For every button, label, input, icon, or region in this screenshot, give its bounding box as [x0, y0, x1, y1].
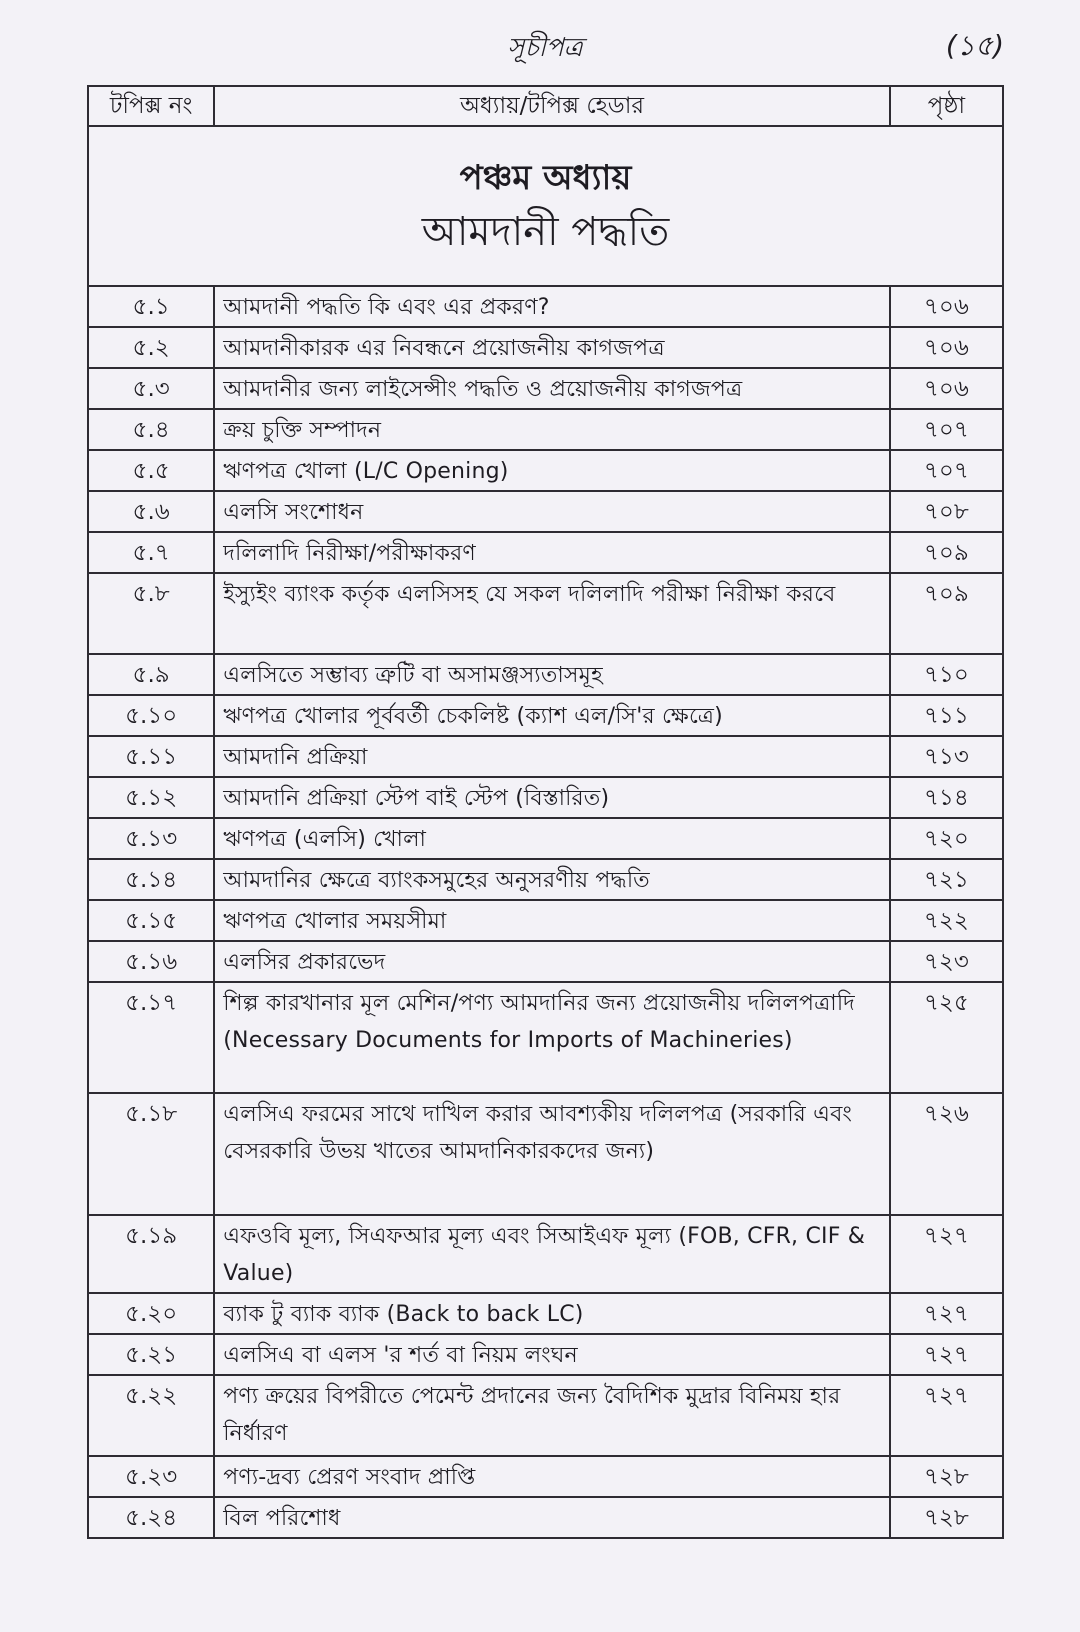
table-row	[88, 695, 1003, 736]
page-number-cell: ৭২০	[890, 818, 1003, 859]
chapter-label: পঞ্চম অধ্যায়	[459, 158, 632, 198]
page-number: (১৫)	[945, 29, 1004, 62]
toc-table	[87, 85, 1004, 1539]
topic-number: ৫.১	[88, 286, 214, 327]
table-row	[88, 368, 1003, 409]
topic-number: ৫.১৩	[88, 818, 214, 859]
topic-number: ৫.১৪	[88, 859, 214, 900]
topic-number: ৫.২১	[88, 1334, 214, 1375]
topic-title: দলিলাদি নিরীক্ষা/পরীক্ষাকরণ	[214, 532, 889, 573]
page-number-cell: ৭০৬	[890, 286, 1003, 327]
topic-title: ঋণপত্র (এলসি) খোলা	[214, 818, 889, 859]
page-number-cell: ৭২৮	[890, 1497, 1003, 1538]
table-row	[88, 900, 1003, 941]
table-row	[88, 1334, 1003, 1375]
topic-title: শিল্প কারখানার মূল মেশিন/পণ্য আমদানির জন্য প্রয়োজনীয় দলিলপত্রাদি (Necessary Documents for Imports of Machineries)	[214, 982, 889, 1093]
topic-title: আমদানি প্রক্রিয়া স্টেপ বাই স্টেপ (বিস্তারিত)	[214, 777, 889, 818]
topic-title: ইস্যুইং ব্যাংক কর্তৃক এলসিসহ যে সকল দলিলাদি পরীক্ষা নিরীক্ষা করবে	[214, 573, 889, 654]
table-row	[88, 286, 1003, 327]
column-header-topic-header: অধ্যায়/টপিক্স হেডার	[214, 86, 889, 126]
topic-number: ৫.৭	[88, 532, 214, 573]
topic-number: ৫.৬	[88, 491, 214, 532]
topic-title: আমদানীকারক এর নিবন্ধনে প্রয়োজনীয় কাগজপত্র	[214, 327, 889, 368]
table-row	[88, 1293, 1003, 1334]
page-number-cell: ৭১০	[890, 654, 1003, 695]
topic-number: ৫.৮	[88, 573, 214, 654]
chapter-title: আমদানী পদ্ধতি	[421, 209, 670, 255]
table-row	[88, 654, 1003, 695]
topic-title: ব্যাক টু ব্যাক ব্যাক (Back to back LC)	[214, 1293, 889, 1334]
topic-number: ৫.১৭	[88, 982, 214, 1093]
page-number-cell: ৭১৩	[890, 736, 1003, 777]
table-row	[88, 573, 1003, 654]
table-row	[88, 941, 1003, 982]
page-number-cell: ৭২৬	[890, 1093, 1003, 1215]
table-row	[88, 736, 1003, 777]
table-row	[88, 327, 1003, 368]
page-number-cell: ৭০৭	[890, 409, 1003, 450]
page-number-cell: ৭২৭	[890, 1293, 1003, 1334]
topic-number: ৫.২	[88, 327, 214, 368]
page-number-cell: ৭২৭	[890, 1215, 1003, 1293]
table-row	[88, 1456, 1003, 1497]
page-title: সূচীপত্র	[507, 33, 583, 63]
topic-number: ৫.১৯	[88, 1215, 214, 1293]
topic-title: এলসিএ ফরমের সাথে দাখিল করার আবশ্যকীয় দলিলপত্র (সরকারি এবং বেসরকারি উভয় খাতের আমদানিকারকদের জন্য)	[214, 1093, 889, 1215]
topic-title: বিল পরিশোধ	[214, 1497, 889, 1538]
topic-title: এলসিএ বা এলস 'র শর্ত বা নিয়ম লংঘন	[214, 1334, 889, 1375]
topic-title: এলসি সংশোধন	[214, 491, 889, 532]
table-row	[88, 491, 1003, 532]
topic-number: ৫.১১	[88, 736, 214, 777]
page-number-cell: ৭২৮	[890, 1456, 1003, 1497]
topic-number: ৫.২৪	[88, 1497, 214, 1538]
topic-number: ৫.২০	[88, 1293, 214, 1334]
table-row	[88, 409, 1003, 450]
chapter-heading	[88, 126, 1003, 286]
topic-number: ৫.১৬	[88, 941, 214, 982]
table-row	[88, 1497, 1003, 1538]
topic-title: ঋণপত্র খোলার সময়সীমা	[214, 900, 889, 941]
topic-title: আমদানীর জন্য লাইসেন্সীং পদ্ধতি ও প্রয়োজনীয় কাগজপত্র	[214, 368, 889, 409]
topic-number: ৫.৪	[88, 409, 214, 450]
column-header-page: পৃষ্ঠা	[890, 86, 1003, 126]
page-number-cell: ৭০৭	[890, 450, 1003, 491]
topic-title: ঋণপত্র খোলার পূর্ববর্তী চেকলিষ্ট (ক্যাশ এল/সি'র ক্ষেত্রে)	[214, 695, 889, 736]
table-row	[88, 777, 1003, 818]
page-number-cell: ৭২৭	[890, 1375, 1003, 1456]
topic-title: আমদানী পদ্ধতি কি এবং এর প্রকরণ?	[214, 286, 889, 327]
topic-number: ৫.১৮	[88, 1093, 214, 1215]
page-number-cell: ৭১১	[890, 695, 1003, 736]
topic-title: এলসির প্রকারভেদ	[214, 941, 889, 982]
page-number-cell: ৭১৪	[890, 777, 1003, 818]
page-number-cell: ৭০৮	[890, 491, 1003, 532]
topic-title: আমদানি প্রক্রিয়া	[214, 736, 889, 777]
table-row	[88, 1215, 1003, 1293]
topic-title: পণ্য ক্রয়ের বিপরীতে পেমেন্ট প্রদানের জন্য বৈদিশিক মুদ্রার বিনিময় হার নির্ধারণ	[214, 1375, 889, 1456]
topic-title: এলসিতে সম্ভাব্য ত্রুটি বা অসামঞ্জস্যতাসমূহ	[214, 654, 889, 695]
page-number-cell: ৭০৬	[890, 368, 1003, 409]
table-row	[88, 532, 1003, 573]
topic-number: ৫.৫	[88, 450, 214, 491]
page-number-cell: ৭২৩	[890, 941, 1003, 982]
topic-title: ঋণপত্র খোলা (L/C Opening)	[214, 450, 889, 491]
table-row	[88, 450, 1003, 491]
topic-number: ৫.১০	[88, 695, 214, 736]
topic-title: ক্রয় চুক্তি সম্পাদন	[214, 409, 889, 450]
table-row	[88, 859, 1003, 900]
topic-title: পণ্য-দ্রব্য প্রেরণ সংবাদ প্রাপ্তি	[214, 1456, 889, 1497]
page-number-cell: ৭০৯	[890, 532, 1003, 573]
table-row	[88, 982, 1003, 1093]
topic-title: এফওবি মূল্য, সিএফআর মূল্য এবং সিআইএফ মূল্য (FOB, CFR, CIF & Value)	[214, 1215, 889, 1293]
topic-number: ৫.২২	[88, 1375, 214, 1456]
chapter-row	[88, 126, 1003, 286]
page-number-cell: ৭২৭	[890, 1334, 1003, 1375]
page-number-cell: ৭০৯	[890, 573, 1003, 654]
topic-number: ৫.৯	[88, 654, 214, 695]
page-number-cell: ৭০৬	[890, 327, 1003, 368]
table-header-row	[88, 86, 1003, 126]
topic-number: ৫.১৫	[88, 900, 214, 941]
topic-number: ৫.২৩	[88, 1456, 214, 1497]
topic-number: ৫.৩	[88, 368, 214, 409]
page-heading	[0, 22, 1080, 78]
page-number-cell: ৭২৫	[890, 982, 1003, 1093]
page-number-cell: ৭২১	[890, 859, 1003, 900]
topic-title: আমদানির ক্ষেত্রে ব্যাংকসমুহের অনুসরণীয় পদ্ধতি	[214, 859, 889, 900]
table-row	[88, 1093, 1003, 1215]
topic-number: ৫.১২	[88, 777, 214, 818]
table-row	[88, 1375, 1003, 1456]
table-row	[88, 818, 1003, 859]
column-header-topic-no: টপিক্স নং	[88, 86, 214, 126]
page-number-cell: ৭২২	[890, 900, 1003, 941]
